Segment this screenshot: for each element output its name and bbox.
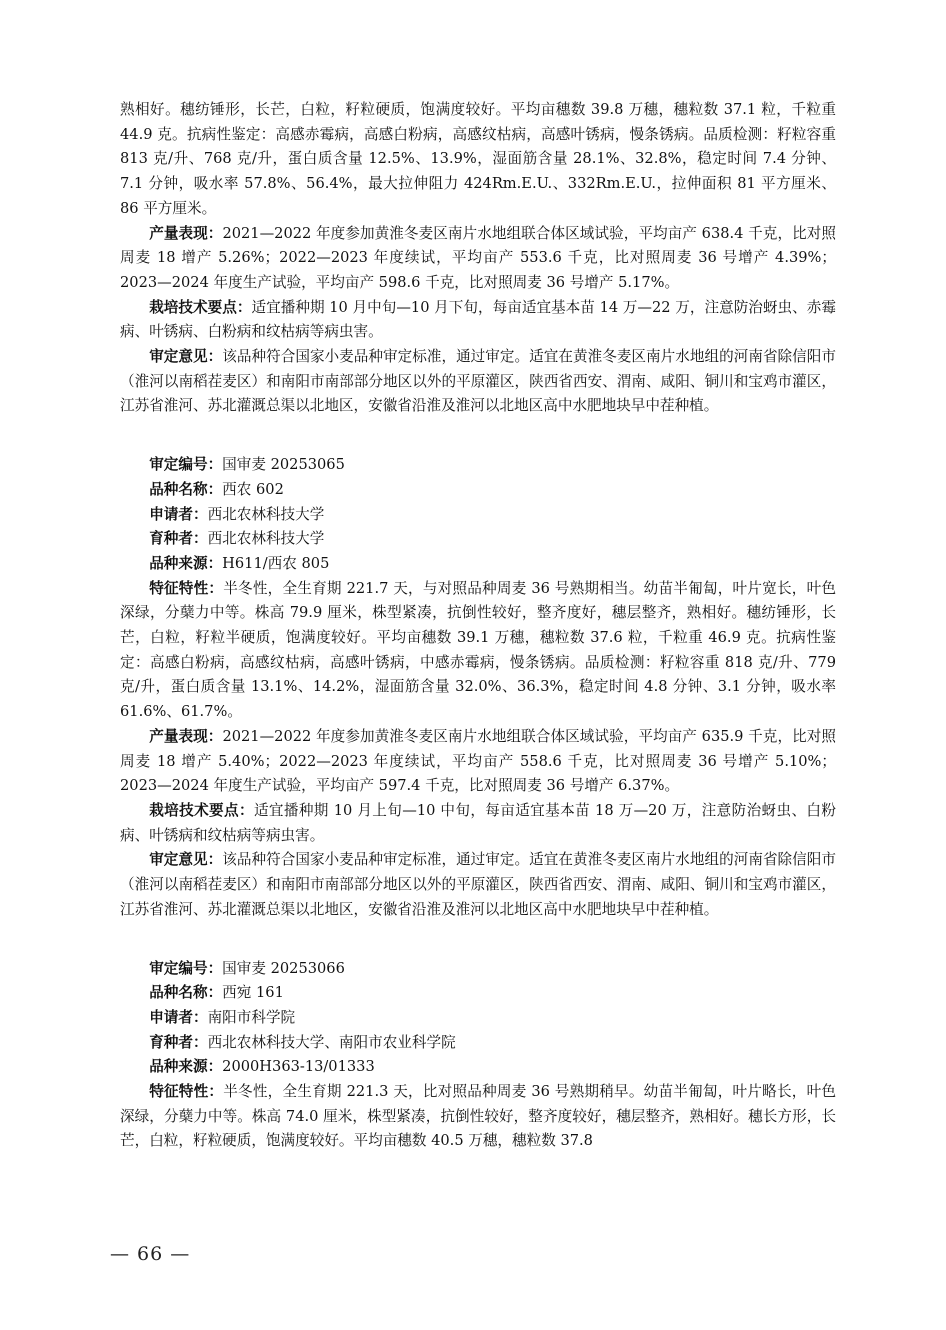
trait-text: 半冬性，全生育期 221.3 天，比对照品种周麦 36 号熟期稍早。幼苗半匍匐，叶片略长，叶色深绿，分蘖力中等。株高 74.0 厘米，株型紧凑，抗倒性较好，整齐度较好，穗层整齐，熟相好。穗长方形，长芒，白粒，籽粒硬质，饱满度较好。平均亩穗数 40.5 万穗，穗粒数 37.8: [120, 1083, 836, 1150]
breeder-line: [120, 1031, 836, 1056]
opinion-label: 审定意见：: [149, 851, 223, 869]
source: 2000H363-13/01333: [222, 1058, 375, 1076]
cultivation-text: 适宜播种期 10 月中旬—10 月下旬，每亩适宜基本苗 14 万—22 万，注意防治蚜虫、赤霉病、叶锈病、白粉病和纹枯病等病虫害。: [120, 298, 836, 341]
cultivation-label: 栽培技术要点：: [149, 298, 252, 316]
breeder-line: [120, 527, 836, 552]
opinion-label: 审定意见：: [149, 348, 223, 366]
variety-name-line: [120, 981, 836, 1006]
source-line: [120, 552, 836, 577]
approval-code-label: 审定编号：: [149, 456, 223, 474]
trait-continuation: 熟相好。穗纺锤形，长芒，白粒，籽粒硬质，饱满度较好。平均亩穗数 39.8 万穗，穗粒数 37.1 粒，千粒重 44.9 克。抗病性鉴定：高感赤霉病，高感白粉病，高感纹枯病，高感叶锈病，慢条锈病。品质检测：籽粒容重 813 克/升、768 克/升，蛋白质含量 12.5%、13.9%，湿面筋含量 28.1%、32.8%，稳定时间 7.4 分钟、7.1 分钟，吸水率 57.8%、56.4%，最大拉伸阻力 424Rm.E.U.、332Rm.E.U.，拉伸面积 81 平方厘米、86 平方厘米。: [120, 101, 836, 217]
applicant-label: 申请者：: [149, 1008, 208, 1026]
approval-code: 国审麦 20253066: [222, 959, 345, 977]
trait-text: 半冬性，全生育期 221.7 天，与对照品种周麦 36 号熟期相当。幼苗半匍匐，叶片宽长，叶色深绿，分蘖力中等。株高 79.9 厘米，株型紧凑，抗倒性较好，整齐度好，穗层整齐，熟相好。穗纺锤形，长芒，白粒，籽粒半硬质，饱满度较好。平均亩穗数 39.1 万穗，穗粒数 37.6 粒，千粒重 46.9 克。抗病性鉴定：高感白粉病，高感纹枯病，高感叶锈病，中感赤霉病，慢条锈病。品质检测：籽粒容重 818 克/升、779 克/升，蛋白质含量 13.1%、14.2%，湿面筋含量 32.0%、36.3%，稳定时间 4.8 分钟、3.1 分钟，吸水率 61.6%、61.7%。: [120, 579, 836, 721]
variety-name: 西宛 161: [222, 984, 284, 1002]
source-label: 品种来源：: [149, 554, 223, 572]
applicant-line: [120, 503, 836, 528]
section-gap: [120, 419, 836, 453]
section-gap: [120, 923, 836, 957]
source-label: 品种来源：: [149, 1058, 223, 1076]
applicant-line: [120, 1006, 836, 1031]
approval-code-line: [120, 453, 836, 478]
variety-name-line: [120, 478, 836, 503]
cultivation-paragraph: [120, 296, 836, 345]
trait-paragraph: [120, 1080, 836, 1154]
yield-text: 2021—2022 年度参加黄淮冬麦区南片水地组联合体区域试验，平均亩产 638.4 千克，比对照周麦 18 增产 5.26%；2022—2023 年度续试，平均亩产 553.6 千克，比对照周麦 36 号增产 4.39%；2023—2024 年度生产试验，平均亩产 598.6 千克，比对照周麦 36 号增产 5.17%。: [120, 224, 836, 291]
source: H611/西农 805: [222, 554, 330, 572]
approval-code-line: [120, 957, 836, 982]
trait-label: 特征特性：: [149, 1083, 224, 1101]
opinion-paragraph: [120, 848, 836, 922]
cultivation-label: 栽培技术要点：: [149, 801, 254, 819]
opinion-text: 该品种符合国家小麦品种审定标准，通过审定。适宜在黄淮冬麦区南片水地组的河南省除信阳市（淮河以南稻茬麦区）和南阳市南部部分地区以外的平原灌区，陕西省西安、渭南、咸阳、铜川和宝鸡市灌区，江苏省淮河、苏北灌溉总渠以北地区，安徽省沿淮及淮河以北地区高中水肥地块早中茬种植。: [120, 348, 836, 415]
applicant: 西北农林科技大学: [207, 505, 325, 523]
applicant-label: 申请者：: [149, 505, 208, 523]
breeder: 西北农林科技大学、南阳市农业科学院: [207, 1033, 456, 1051]
opinion-paragraph: [120, 345, 836, 419]
variety-name-label: 品种名称：: [149, 984, 223, 1002]
variety-name-label: 品种名称：: [149, 480, 223, 498]
breeder-label: 育种者：: [149, 1033, 208, 1051]
document-body: [120, 98, 836, 1154]
yield-label: 产量表现：: [149, 727, 223, 745]
yield-label: 产量表现：: [149, 224, 223, 242]
opinion-text: 该品种符合国家小麦品种审定标准，通过审定。适宜在黄淮冬麦区南片水地组的河南省除信阳市（淮河以南稻茬麦区）和南阳市南部部分地区以外的平原灌区，陕西省西安、渭南、咸阳、铜川和宝鸡市灌区，江苏省淮河、苏北灌溉总渠以北地区，安徽省沿淮及淮河以北地区高中水肥地块早中茬种植。: [120, 851, 836, 918]
trait-label: 特征特性：: [149, 579, 224, 597]
page-number: — 66 —: [110, 1243, 191, 1265]
yield-text: 2021—2022 年度参加黄淮冬麦区南片水地组联合体区域试验，平均亩产 635.9 千克，比对照周麦 18 增产 5.40%；2022—2023 年度续试，平均亩产 558.6 千克，比对照周麦 36 号增产 5.10%；2023—2024 年度生产试验，平均亩产 597.4 千克，比对照周麦 36 号增产 6.37%。: [120, 727, 836, 795]
approval-code: 国审麦 20253065: [222, 456, 345, 474]
cultivation-paragraph: [120, 799, 836, 848]
variety-name: 西农 602: [222, 480, 284, 498]
approval-code-label: 审定编号：: [149, 959, 223, 977]
breeder-label: 育种者：: [149, 530, 208, 548]
trait-paragraph: [120, 577, 836, 725]
cultivation-text: 适宜播种期 10 月上旬—10 中旬，每亩适宜基本苗 18 万—20 万，注意防治蚜虫、白粉病、叶锈病和纹枯病等病虫害。: [120, 801, 836, 844]
breeder: 西北农林科技大学: [207, 530, 325, 548]
yield-paragraph: [120, 222, 836, 296]
applicant: 南阳市科学院: [207, 1008, 296, 1026]
source-line: [120, 1055, 836, 1080]
yield-paragraph: [120, 725, 836, 799]
